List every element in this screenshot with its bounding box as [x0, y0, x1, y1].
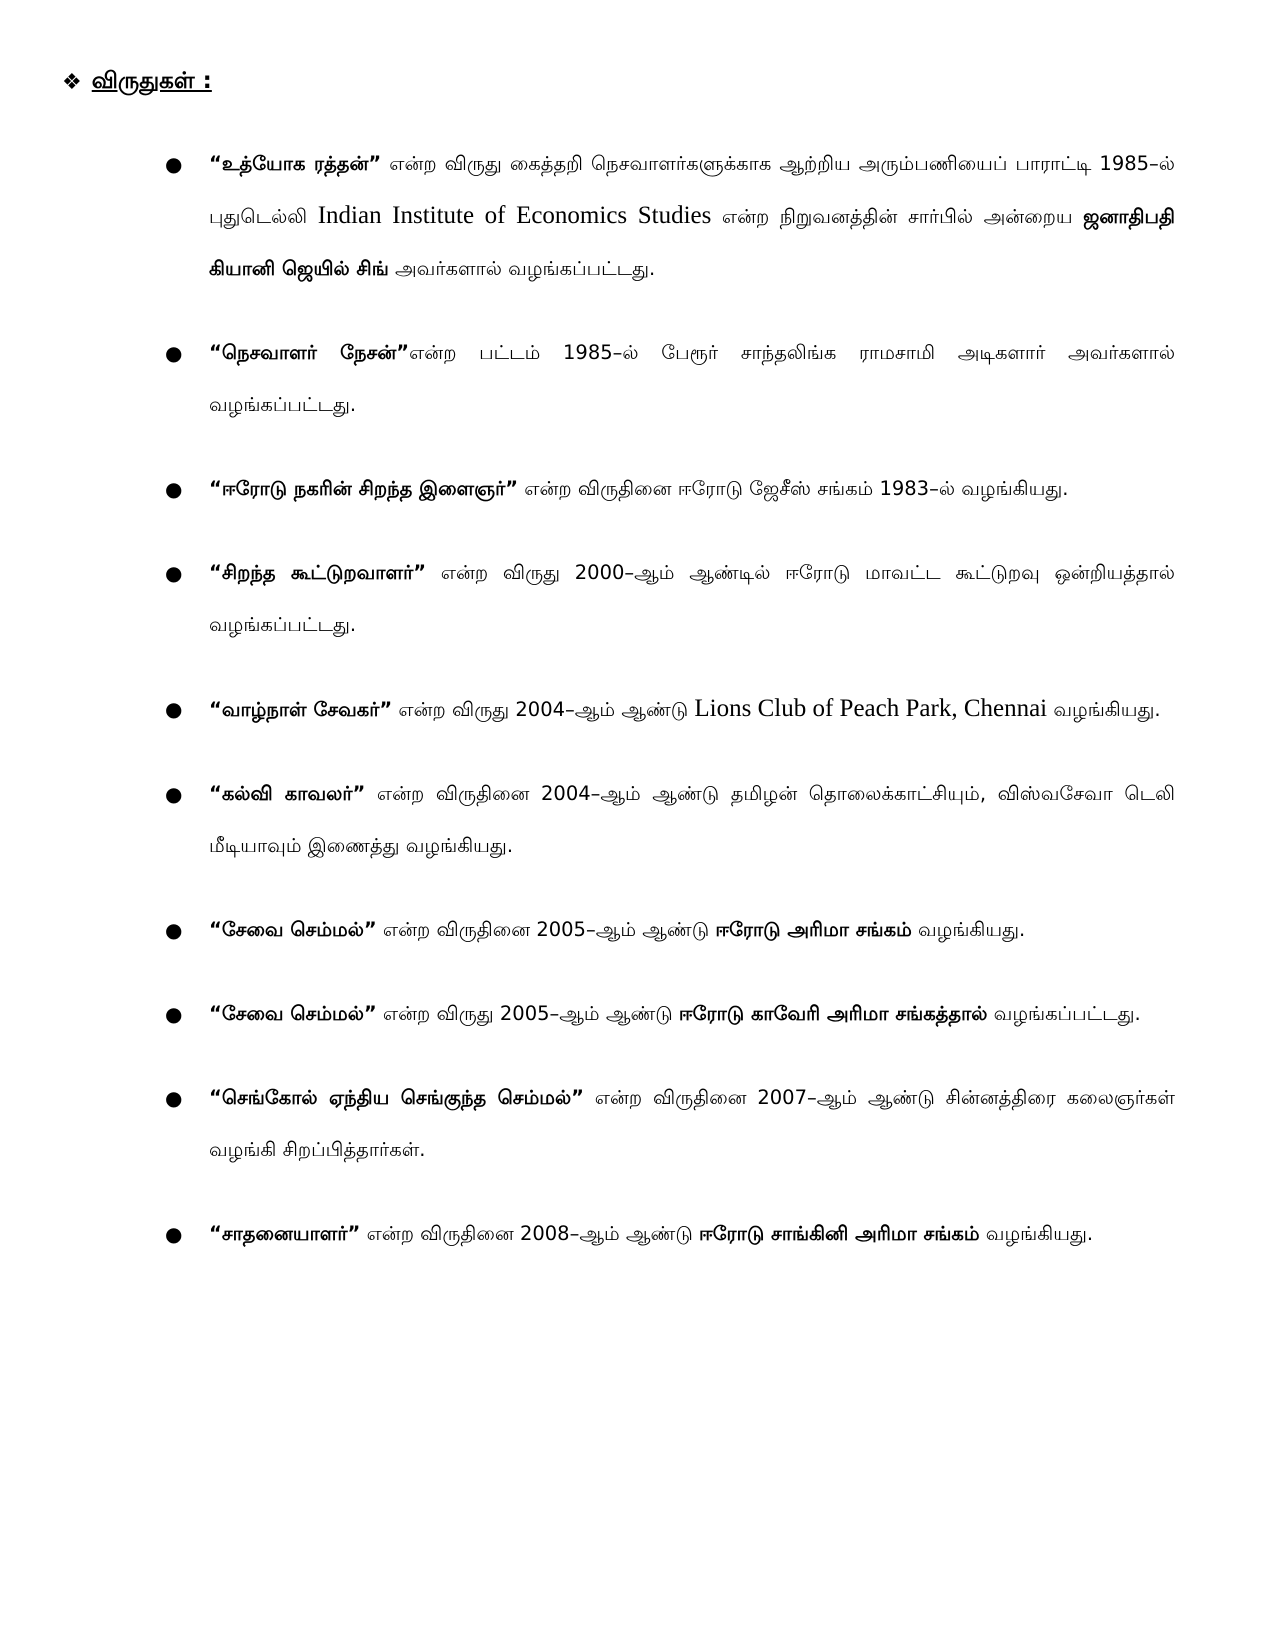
- award-item: [165, 138, 1175, 295]
- award-item: [165, 547, 1175, 651]
- award-text: என்ற பட்டம் 1985–ல் பேரூர் சாந்தலிங்க ராமசாமி அடிகளார் அவர்களால் வழங்கப்பட்டது.: [209, 341, 1175, 416]
- award-name: “சேவை செம்மல்”: [209, 1002, 377, 1025]
- award-name: “வாழ்நாள் சேவகர்”: [209, 698, 393, 721]
- award-text: என்ற விருது 2000–ஆம் ஆண்டில் ஈரோடு மாவட்ட கூட்டுறவு ஒன்றியத்தால் வழங்கப்பட்டது.: [209, 561, 1175, 636]
- award-name: “ஈரோடு நகரின் சிறந்த இளைஞர்”: [209, 477, 519, 500]
- award-name: “நெசவாளர் நேசன்”: [209, 341, 410, 364]
- diamond-bullet-icon: ❖: [62, 70, 82, 95]
- award-text: என்ற விருதினை 2007–ஆம் ஆண்டு சின்னத்திரை கலைஞர்கள் வழங்கி சிறப்பித்தார்கள்.: [209, 1086, 1175, 1161]
- award-name: “சாதனையாளர்”: [209, 1222, 361, 1245]
- award-name: “உத்யோக ரத்தன்”: [209, 152, 382, 175]
- award-name: “சிறந்த கூட்டுறவாளர்”: [209, 561, 427, 584]
- award-presenter: ஈரோடு அரிமா சங்கம்: [715, 918, 912, 941]
- bullet-icon: ●: [165, 477, 183, 501]
- award-text: என்ற விருதினை 2005–ஆம் ஆண்டு: [376, 918, 716, 941]
- bullet-icon: ●: [165, 561, 183, 585]
- award-text: அவர்களால் வழங்கப்பட்டது.: [388, 257, 656, 280]
- award-text: வழங்கியது.: [911, 918, 1026, 941]
- award-text: என்ற நிறுவனத்தின் சார்பில் அன்றைய: [711, 205, 1084, 228]
- bullet-icon: ●: [165, 1222, 183, 1246]
- award-text-english: Indian Institute of Economics Studies: [317, 202, 712, 229]
- award-text: என்ற விருது 2004–ஆம் ஆண்டு: [392, 698, 695, 721]
- award-item: [165, 1208, 1175, 1260]
- award-item: [165, 463, 1175, 515]
- award-text: என்ற விருதினை 2008–ஆம் ஆண்டு: [360, 1222, 699, 1245]
- award-item: [165, 1072, 1175, 1176]
- award-item: [165, 768, 1175, 872]
- award-item: [165, 683, 1175, 736]
- bullet-icon: ●: [165, 152, 183, 176]
- award-presenter: ஈரோடு காவேரி அரிமா சங்கத்தால்: [678, 1002, 988, 1025]
- award-presenter: ஈரோடு சாங்கினி அரிமா சங்கம்: [698, 1222, 980, 1245]
- award-item: [165, 327, 1175, 431]
- bullet-icon: ●: [165, 918, 183, 942]
- awards-list: [165, 138, 1175, 1292]
- bullet-icon: ●: [165, 697, 183, 721]
- award-text: வழங்கியது.: [1047, 698, 1161, 721]
- bullet-icon: ●: [165, 1086, 183, 1110]
- section-heading: [62, 68, 212, 97]
- award-item: [165, 904, 1175, 956]
- section-title: விருதுகள் :: [91, 68, 212, 94]
- award-text: என்ற விருதினை ஈரோடு ஜேசீஸ் சங்கம் 1983–ல் வழங்கியது.: [518, 477, 1069, 500]
- award-text-english: Lions Club of Peach Park, Chennai: [694, 695, 1048, 722]
- award-presenter: ஜனாதிபதி கியானி ஜெயில் சிங்: [209, 205, 1175, 280]
- award-text: என்ற விருது கைத்தறி நெசவாளர்களுக்காக ஆற்றிய அரும்பணியைப் பாராட்டி 1985–ல் புதுடெல்லி: [209, 152, 1175, 228]
- bullet-icon: ●: [165, 1002, 183, 1026]
- award-name: “செங்கோல் ஏந்திய செங்குந்த செம்மல்”: [209, 1086, 584, 1109]
- award-item: [165, 988, 1175, 1040]
- award-text: வழங்கப்பட்டது.: [987, 1002, 1141, 1025]
- award-text: என்ற விருது 2005–ஆம் ஆண்டு: [376, 1002, 679, 1025]
- bullet-icon: ●: [165, 341, 183, 365]
- bullet-icon: ●: [165, 782, 183, 806]
- award-name: “கல்வி காவலர்”: [209, 782, 366, 805]
- award-text: என்ற விருதினை 2004–ஆம் ஆண்டு தமிழன் தொலைக்காட்சியும், விஸ்வசேவா டெலி மீடியாவும் இணைத்து வழங்கியது.: [209, 782, 1175, 857]
- award-name: “சேவை செம்மல்”: [209, 918, 377, 941]
- award-text: வழங்கியது.: [979, 1222, 1094, 1245]
